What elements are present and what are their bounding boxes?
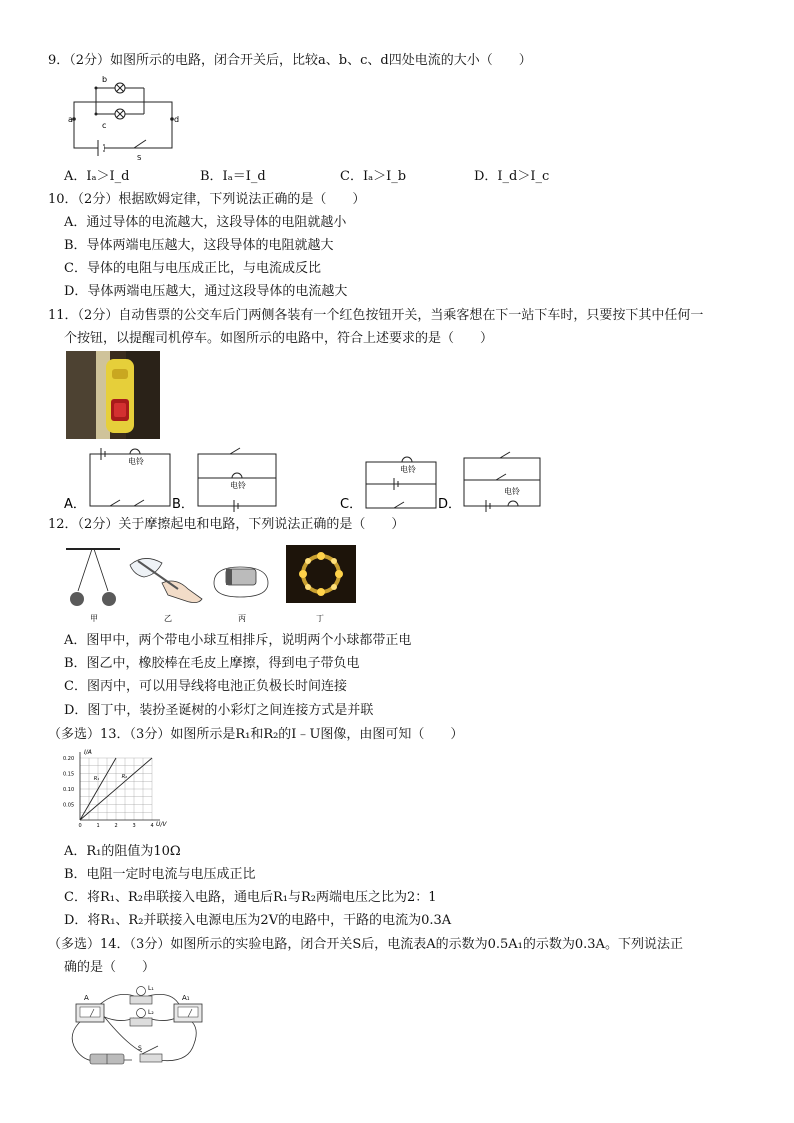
q11-label-d: D． bbox=[438, 497, 462, 512]
q9-label-b: b bbox=[102, 75, 108, 84]
q9-option-d: D．I_d＞I_c bbox=[474, 169, 550, 184]
y-tick-label: 0.05 bbox=[63, 802, 75, 809]
series-label-2: R₂ bbox=[121, 773, 128, 780]
switch-s bbox=[140, 1046, 162, 1062]
q11-stem-line1: 11．（2分）自动售票的公交车后门两侧各装有一个红色按钮开关，当乘客想在下一站下车时，只要按下其中任何一 bbox=[48, 308, 704, 323]
q13-iu-graph bbox=[62, 748, 174, 838]
q9-option-b: B．Iₐ＝I_d bbox=[200, 169, 266, 184]
x-tick-label: 4 bbox=[150, 823, 154, 829]
q11-option-circuits bbox=[64, 444, 554, 512]
q9-option-c: C．Iₐ＞I_b bbox=[340, 169, 407, 184]
q11-label-a: A． bbox=[64, 497, 86, 512]
q9-option-a: A．Iₐ＞I_d bbox=[64, 169, 130, 184]
q11-stem-line2: 个按钮，以提醒司机停车。如图所示的电路中，符合上述要求的是（ ） bbox=[64, 331, 494, 346]
x-tick-label: 3 bbox=[132, 823, 136, 829]
x-tick-label: 1 bbox=[96, 823, 100, 829]
q12-pendulum-figure bbox=[66, 549, 120, 606]
x-tick-label: 2 bbox=[114, 823, 118, 829]
ammeter-a bbox=[76, 1004, 104, 1022]
x-tick-label: 0 bbox=[78, 823, 82, 829]
q12-caption-yi: 乙 bbox=[164, 614, 172, 623]
q11-label-c: C． bbox=[340, 497, 363, 512]
q14-experiment-circuit bbox=[62, 984, 212, 1074]
q13-option-b: B．电阻一定时电流与电压成正比 bbox=[64, 867, 256, 882]
q13-option-c: C．将R₁、R₂串联接入电路，通电后R₁与R₂两端电压之比为2：1 bbox=[64, 890, 437, 905]
q12-caption-jia: 甲 bbox=[90, 614, 98, 623]
q12-string-lights-figure bbox=[286, 545, 356, 603]
ammeter-a1 bbox=[174, 1004, 202, 1022]
y-tick-label: 0.15 bbox=[63, 771, 75, 778]
q12-stem: 12．（2分）关于摩擦起电和电路，下列说法正确的是（ ） bbox=[48, 517, 405, 532]
q10-option-d: D．导体两端电压越大，通过这段导体的电流越大 bbox=[64, 284, 348, 299]
q12-caption-ding: 丁 bbox=[316, 614, 324, 623]
q9-stem: 9．（2分）如图所示的电路，闭合开关后，比较a、b、c、d四处电流的大小（ ） bbox=[48, 53, 532, 68]
iu-y-axis-label: I/A bbox=[84, 749, 92, 756]
q11-bell-a: 电铃 bbox=[128, 457, 144, 466]
q12-option-c: C．图丙中，可以用导线将电池正负极长时间连接 bbox=[64, 679, 347, 694]
q11-bell-b: 电铃 bbox=[230, 481, 246, 490]
q9-label-a: a bbox=[68, 115, 73, 124]
q10-option-b: B．导体两端电压越大，这段导体的电阻就越大 bbox=[64, 238, 334, 253]
q11-bell-d: 电铃 bbox=[504, 487, 520, 496]
q12-figures bbox=[64, 543, 364, 623]
q14-stem-line1: （多选）14．（3分）如图所示的实验电路，闭合开关S后，电流表A的示数为0.5A₁的示数为0.3A。下列说法正 bbox=[48, 937, 683, 952]
q13-option-a: A．R₁的阻值为10Ω bbox=[64, 844, 181, 859]
q11-label-b: B． bbox=[172, 497, 194, 512]
q9-label-s: S bbox=[137, 154, 142, 162]
q14-label-l1: L₁ bbox=[148, 985, 154, 992]
battery-pack bbox=[90, 1054, 124, 1064]
q12-caption-bing: 丙 bbox=[238, 614, 246, 623]
y-tick-label: 0.10 bbox=[63, 787, 75, 793]
q11-bell-c: 电铃 bbox=[400, 465, 416, 474]
q10-option-c: C．导体的电阻与电压成正比，与电流成反比 bbox=[64, 261, 321, 276]
q13-option-d: D．将R₁、R₂并联接入电源电压为2V的电路中，干路的电流为0.3A bbox=[64, 913, 452, 928]
q12-rubbing-figure bbox=[130, 558, 202, 602]
q12-option-a: A．图甲中，两个带电小球互相排斥，说明两个小球都带正电 bbox=[64, 633, 412, 648]
q14-label-s: S bbox=[138, 1045, 142, 1052]
q10-option-a: A．通过导体的电流越大，这段导体的电阻就越小 bbox=[64, 215, 347, 230]
iu-ticks bbox=[63, 756, 154, 829]
q12-option-b: B．图乙中，橡胶棒在毛皮上摩擦，得到电子带负电 bbox=[64, 656, 360, 671]
q14-stem-line2: 确的是（ ） bbox=[64, 960, 156, 975]
q11-button-photo bbox=[66, 351, 160, 439]
iu-x-axis-label: U/V bbox=[156, 821, 167, 828]
q12-battery-figure bbox=[214, 567, 268, 597]
q12-option-d: D．图丁中，装扮圣诞树的小彩灯之间连接方式是并联 bbox=[64, 703, 374, 718]
q14-label-a: A bbox=[84, 994, 89, 1002]
q14-label-l2: L₂ bbox=[148, 1009, 154, 1016]
q13-stem: （多选）13．（3分）如图所示是R₁和R₂的I﹣U图像，由图可知（ ） bbox=[48, 727, 464, 742]
q9-circuit-diagram bbox=[64, 74, 194, 162]
q14-label-a1: A₁ bbox=[182, 994, 190, 1002]
series-label-1: R₁ bbox=[93, 775, 100, 782]
q10-stem: 10．（2分）根据欧姆定律，下列说法正确的是（ ） bbox=[48, 192, 366, 207]
q9-label-c: c bbox=[102, 121, 107, 130]
y-tick-label: 0.20 bbox=[63, 756, 75, 762]
q9-label-d: d bbox=[174, 115, 180, 124]
